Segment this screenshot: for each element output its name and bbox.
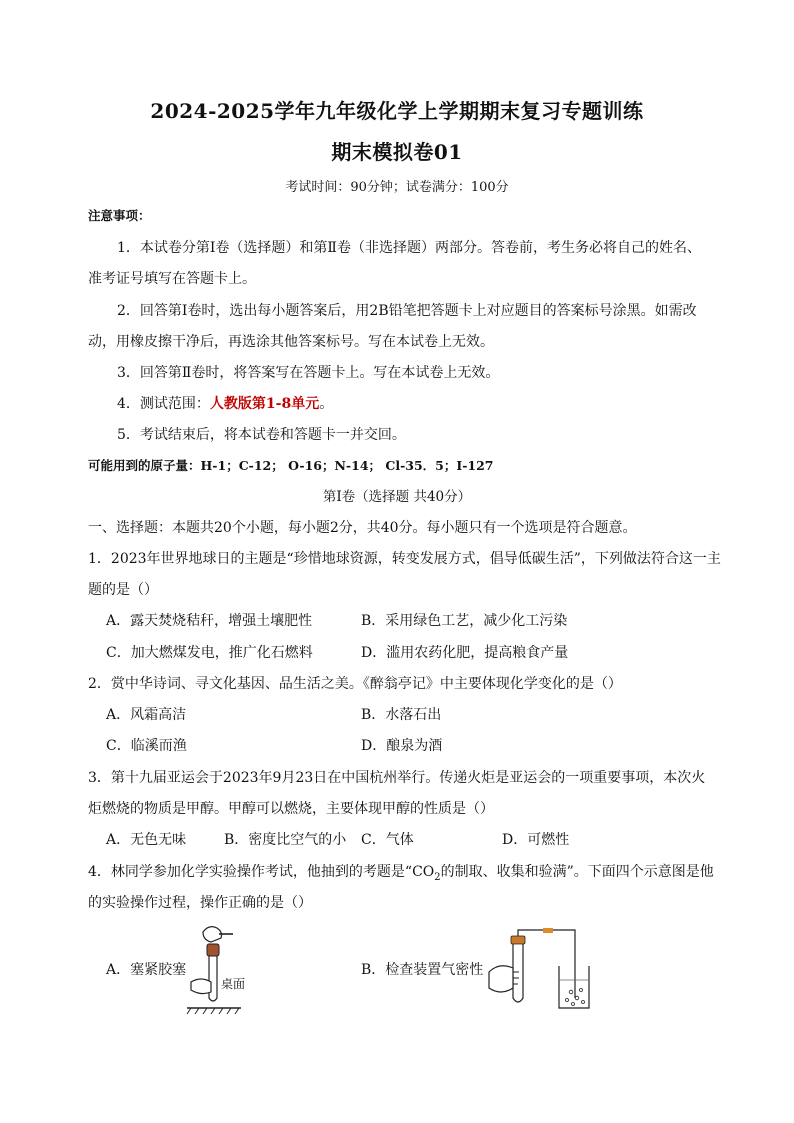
table-label: 桌面 <box>221 977 246 991</box>
exam-subtitle: 期末模拟卷01 <box>331 140 463 164</box>
q2-stem: 2．赏中华诗词、寻文化基因、品生活之美。《醉翁亭记》中主要体现化学变化的是（） <box>88 676 622 692</box>
notice-item-1a: 1．本试卷分第Ⅰ卷（选择题）和第Ⅱ卷（非选择题）两部分。答卷前，考生务必将自己的姓名、 <box>117 240 701 256</box>
section-heading: 第Ⅰ卷（选择题 共40分） <box>322 489 472 505</box>
q2-option-a[interactable]: A．风霜高洁 <box>106 707 187 723</box>
stopper-insertion-figure <box>183 922 253 1022</box>
notice-item-3: 3．回答第Ⅱ卷时，将答案写在答题卡上。写在本试卷上无效。 <box>117 365 500 381</box>
q1-option-c[interactable]: C．加大燃煤发电，推广化石燃料 <box>106 645 313 661</box>
q4-stem-a-prefix: 4．林同学参加化学实验操作考试，他抽到的考题是“CO <box>88 864 435 880</box>
q4-stem-a <box>88 862 716 888</box>
notice-item-5: 5．考试结束后，将本试卷和答题卡一并交回。 <box>117 427 406 443</box>
exam-title: 2024-2025学年九年级化学上学期期末复习专题训练 <box>150 99 644 123</box>
q3-option-a[interactable]: A．无色无味 <box>106 832 187 848</box>
notice-item-2b: 动，用橡皮擦干净后，再选涂其他答案标号。写在本试卷上无效。 <box>88 334 494 350</box>
notice-item-4-prefix: 4．测试范围： <box>117 396 210 412</box>
q2-option-c[interactable]: C．临溪而渔 <box>106 738 187 754</box>
q4-subscript: 2 <box>434 871 441 883</box>
notice-item-4 <box>117 394 745 414</box>
q4-stem-a-suffix: 的制取、收集和验满”。下面四个示意图是他 <box>440 864 714 880</box>
notice-item-1b: 准考证号填写在答题卡上。 <box>88 271 256 287</box>
q3-option-d[interactable]: D．可燃性 <box>502 832 570 848</box>
q3-stem-b: 炬燃烧的物质是甲醇。甲醇可以燃烧，主要体现甲醇的性质是（） <box>88 801 494 817</box>
q1-stem-a: 1．2023年世界地球日的主题是“珍惜地球资源，转变发展方式，倡导低碳生活”，下列做法符合这一主 <box>88 551 721 567</box>
q4-option-a[interactable]: A．塞紧胶塞 <box>106 962 187 978</box>
q3-option-b[interactable]: B．密度比空气的小 <box>224 832 347 848</box>
notice-item-4-suffix: 。 <box>319 396 334 412</box>
notice-item-2a: 2．回答第Ⅰ卷时，选出每小题答案后，用2B铅笔把答题卡上对应题目的答案标号涂黑。如需改 <box>117 303 697 319</box>
q2-option-b[interactable]: B．水落石出 <box>361 707 442 723</box>
airtightness-figure <box>487 928 592 1013</box>
q1-stem-b: 题的是（） <box>88 582 158 598</box>
q4-stem-b: 的实验操作过程，操作正确的是（） <box>88 895 312 911</box>
q1-option-d[interactable]: D．滥用农药化肥，提高粮食产量 <box>361 645 569 661</box>
q2-option-d[interactable]: D．酿泉为酒 <box>361 738 443 754</box>
q3-stem-a: 3．第十九届亚运会于2023年9月23日在中国杭州举行。传递火炬是亚运会的一项重要事项，本次火 <box>88 770 706 786</box>
test-range: 人教版第1-8单元 <box>209 396 320 412</box>
atomic-masses: 可能用到的原子量：H-1；C-12； O-16；N-14； Cl-35．5；I-127 <box>88 458 494 473</box>
q1-option-b[interactable]: B．采用绿色工艺，减少化工污染 <box>361 613 568 629</box>
q3-option-c[interactable]: C．气体 <box>361 832 414 848</box>
q1-option-a[interactable]: A．露天焚烧秸秆，增强土壤肥性 <box>106 613 313 629</box>
exam-info: 考试时间：90分钟；试卷满分：100分 <box>285 180 509 195</box>
q4-option-b[interactable]: B．检查装置气密性 <box>361 962 484 978</box>
section-instructions: 一、选择题：本题共20个小题，每小题2分，共40分。每小题只有一个选项是符合题意。 <box>88 520 637 536</box>
notice-heading: 注意事项： <box>88 208 151 223</box>
